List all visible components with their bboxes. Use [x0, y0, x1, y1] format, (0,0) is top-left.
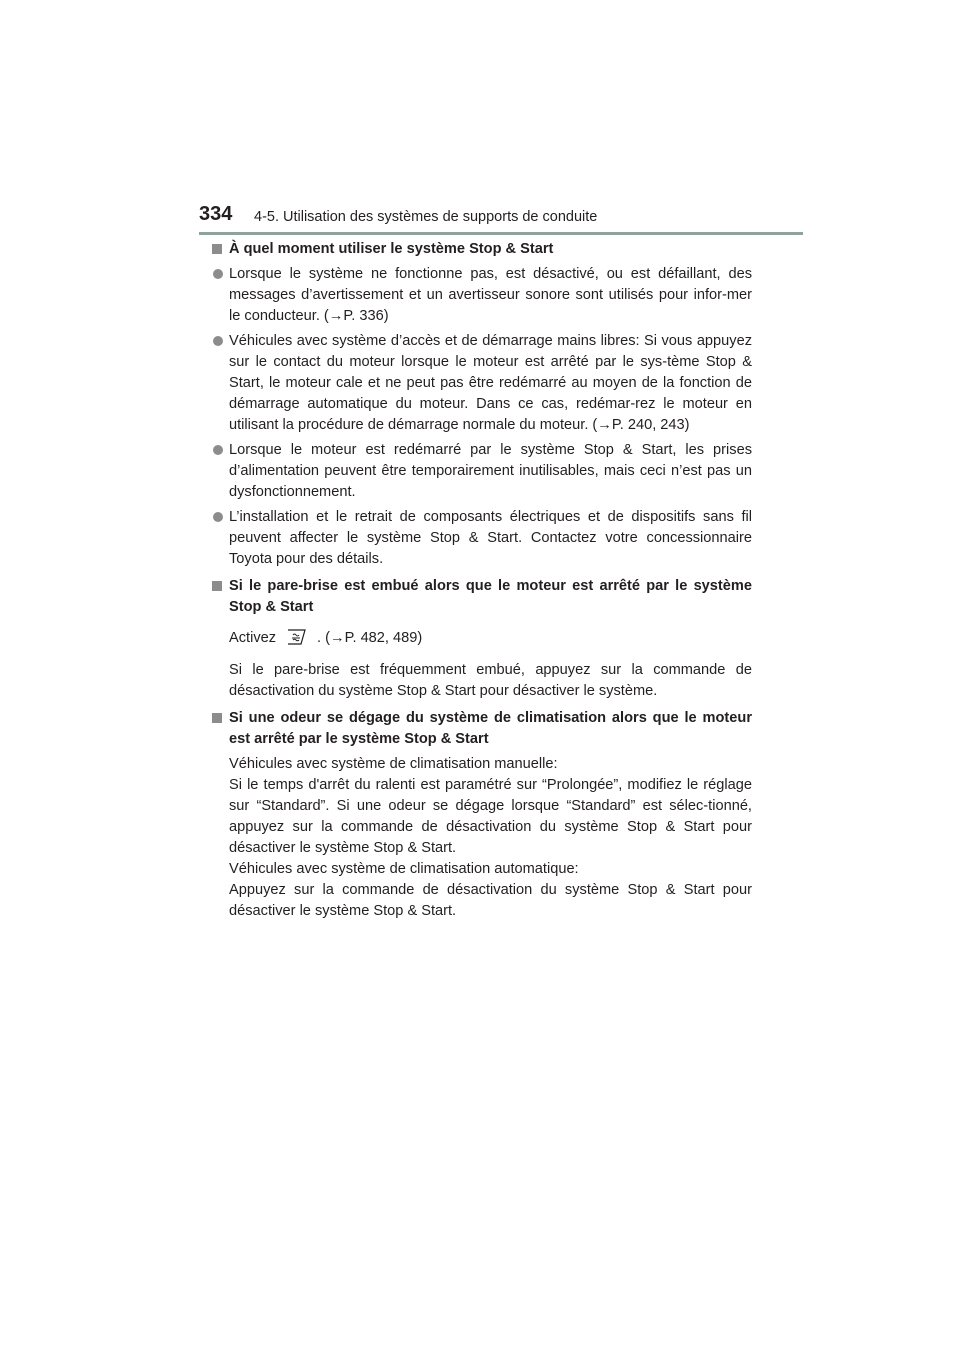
auto-ac-heading: Véhicules avec système de climatisation automatique:	[229, 861, 579, 877]
page-reference-link[interactable]: . (→P. 482, 489)	[317, 630, 423, 646]
section-heading	[212, 239, 752, 260]
page-reference-link[interactable]: →P. 336)	[328, 308, 389, 324]
square-bullet-icon	[212, 244, 222, 254]
list-item	[212, 331, 752, 436]
round-bullet-icon	[213, 269, 223, 279]
round-bullet-icon	[213, 336, 223, 346]
list-item	[212, 507, 752, 570]
list-item-text: Véhicules avec système d’accès et de démarrage mains libres: Si vous appuyez sur le contact du moteur lorsque le moteur est arrêté par le sys-tème Stop & Start, le moteur cale et ne peut pas être redémarré au moyen de la fonction de démarrage automatique du moteur. Dans ce cas, redémar-rez le moteur en utilisant la procédure de démarrage normale du moteur. (	[229, 333, 752, 433]
auto-ac-text: Appuyez sur la commande de désactivation du système Stop & Start pour désactiver le système Stop & Start.	[229, 882, 752, 919]
activate-line	[212, 628, 752, 649]
body-paragraph	[212, 754, 752, 922]
section-title-text: Si une odeur se dégage du système de climatisation alors que le moteur est arrêté par le système Stop & Start	[229, 710, 752, 747]
square-bullet-icon	[212, 581, 222, 591]
list-item	[212, 440, 752, 503]
section-title-text: À quel moment utiliser le système Stop & Start	[229, 241, 554, 257]
manual-ac-text: Si le temps d'arrêt du ralenti est paramétré sur “Prolongée”, modifiez le réglage sur “Standard”. Si une odeur se dégage lorsque “Standard” est sélec-tionné, appuyez sur la commande de désactivation du système Stop & Start pour désactiver le système Stop & Start.	[229, 777, 752, 856]
chapter-title: 4-5. Utilisation des systèmes de supports de conduite	[254, 209, 598, 225]
page-number: 334	[199, 203, 233, 225]
page-content	[212, 239, 752, 922]
list-item-text: L’installation et le retrait de composants électriques et de dispositifs sans fil peuvent affecter le système Stop & Start. Contactez votre concessionnaire Toyota pour des détails.	[229, 509, 752, 567]
body-paragraph: Si le pare-brise est fréquemment embué, appuyez sur la commande de désactivation du système Stop & Start pour désactiver le système.	[229, 662, 752, 699]
page-header	[199, 202, 803, 236]
list-item	[212, 264, 752, 327]
header-divider	[199, 232, 803, 235]
page-reference-link[interactable]: →P. 240, 243)	[597, 417, 690, 433]
section-heading	[212, 708, 752, 750]
round-bullet-icon	[213, 445, 223, 455]
section-title-text: Si le pare-brise est embué alors que le moteur est arrêté par le système Stop & Start	[229, 578, 752, 615]
section-heading	[212, 576, 752, 618]
square-bullet-icon	[212, 713, 222, 723]
round-bullet-icon	[213, 512, 223, 522]
list-item-text: Lorsque le moteur est redémarré par le système Stop & Start, les prises d’alimentation peuvent être temporairement inutilisables, mais ceci n’est pas un dysfonctionnement.	[229, 442, 752, 500]
windshield-defogger-icon	[286, 628, 312, 646]
manual-ac-heading: Véhicules avec système de climatisation manuelle:	[229, 756, 558, 772]
activate-label: Activez	[229, 630, 277, 646]
list-item-text: Lorsque le système ne fonctionne pas, est désactivé, ou est défaillant, des messages d’avertissement et un avertisseur sonore sont utilisés pour infor-mer le conducteur. (	[229, 266, 752, 324]
